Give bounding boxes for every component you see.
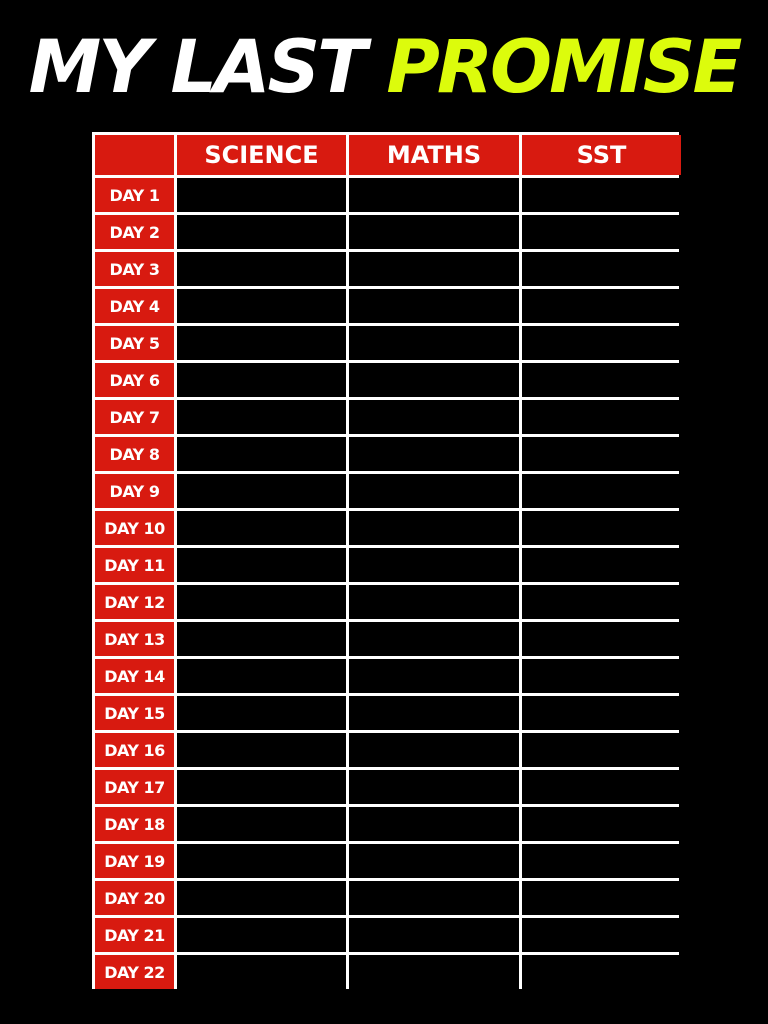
entry-cell-day-17-sst[interactable] (522, 770, 681, 804)
entry-cell-day-1-sst[interactable] (522, 178, 681, 212)
row-label-day-14: DAY 14 (95, 659, 174, 693)
entry-cell-day-21-sst[interactable] (522, 918, 681, 952)
row-label-day-6: DAY 6 (95, 363, 174, 397)
entry-cell-day-15-science[interactable] (177, 696, 346, 730)
row-label-day-13: DAY 13 (95, 622, 174, 656)
row-label-day-3: DAY 3 (95, 252, 174, 286)
row-label-day-16: DAY 16 (95, 733, 174, 767)
entry-cell-day-5-maths[interactable] (349, 326, 519, 360)
entry-cell-day-11-sst[interactable] (522, 548, 681, 582)
entry-cell-day-11-maths[interactable] (349, 548, 519, 582)
entry-cell-day-2-maths[interactable] (349, 215, 519, 249)
page-title (0, 22, 768, 114)
table-corner-cell (95, 135, 174, 175)
entry-cell-day-22-maths[interactable] (349, 955, 519, 989)
entry-cell-day-4-sst[interactable] (522, 289, 681, 323)
row-label-day-4: DAY 4 (95, 289, 174, 323)
entry-cell-day-8-sst[interactable] (522, 437, 681, 471)
entry-cell-day-15-maths[interactable] (349, 696, 519, 730)
entry-cell-day-4-maths[interactable] (349, 289, 519, 323)
title-word-promise: PROMISE (386, 25, 740, 110)
entry-cell-day-6-sst[interactable] (522, 363, 681, 397)
row-label-day-8: DAY 8 (95, 437, 174, 471)
entry-cell-day-14-maths[interactable] (349, 659, 519, 693)
title-word-my-last: MY LAST (28, 25, 364, 110)
row-label-day-19: DAY 19 (95, 844, 174, 878)
entry-cell-day-15-sst[interactable] (522, 696, 681, 730)
entry-cell-day-2-sst[interactable] (522, 215, 681, 249)
row-label-day-17: DAY 17 (95, 770, 174, 804)
row-label-day-12: DAY 12 (95, 585, 174, 619)
entry-cell-day-7-science[interactable] (177, 400, 346, 434)
row-label-day-1: DAY 1 (95, 178, 174, 212)
entry-cell-day-3-maths[interactable] (349, 252, 519, 286)
entry-cell-day-10-sst[interactable] (522, 511, 681, 545)
entry-cell-day-6-science[interactable] (177, 363, 346, 397)
entry-cell-day-7-maths[interactable] (349, 400, 519, 434)
entry-cell-day-12-maths[interactable] (349, 585, 519, 619)
entry-cell-day-7-sst[interactable] (522, 400, 681, 434)
entry-cell-day-13-science[interactable] (177, 622, 346, 656)
study-planner-table (92, 132, 679, 989)
entry-cell-day-18-maths[interactable] (349, 807, 519, 841)
entry-cell-day-18-sst[interactable] (522, 807, 681, 841)
entry-cell-day-19-maths[interactable] (349, 844, 519, 878)
entry-cell-day-5-sst[interactable] (522, 326, 681, 360)
entry-cell-day-17-maths[interactable] (349, 770, 519, 804)
row-label-day-7: DAY 7 (95, 400, 174, 434)
entry-cell-day-22-sst[interactable] (522, 955, 681, 989)
entry-cell-day-12-sst[interactable] (522, 585, 681, 619)
entry-cell-day-21-maths[interactable] (349, 918, 519, 952)
entry-cell-day-22-science[interactable] (177, 955, 346, 989)
entry-cell-day-13-maths[interactable] (349, 622, 519, 656)
entry-cell-day-9-sst[interactable] (522, 474, 681, 508)
entry-cell-day-16-maths[interactable] (349, 733, 519, 767)
entry-cell-day-16-sst[interactable] (522, 733, 681, 767)
row-label-day-18: DAY 18 (95, 807, 174, 841)
column-header-sst: SST (522, 135, 681, 175)
entry-cell-day-17-science[interactable] (177, 770, 346, 804)
entry-cell-day-19-sst[interactable] (522, 844, 681, 878)
entry-cell-day-19-science[interactable] (177, 844, 346, 878)
entry-cell-day-14-science[interactable] (177, 659, 346, 693)
row-label-day-5: DAY 5 (95, 326, 174, 360)
entry-cell-day-21-science[interactable] (177, 918, 346, 952)
column-header-science: SCIENCE (177, 135, 346, 175)
entry-cell-day-16-science[interactable] (177, 733, 346, 767)
entry-cell-day-12-science[interactable] (177, 585, 346, 619)
entry-cell-day-18-science[interactable] (177, 807, 346, 841)
entry-cell-day-5-science[interactable] (177, 326, 346, 360)
entry-cell-day-10-maths[interactable] (349, 511, 519, 545)
row-label-day-11: DAY 11 (95, 548, 174, 582)
entry-cell-day-20-maths[interactable] (349, 881, 519, 915)
entry-cell-day-1-maths[interactable] (349, 178, 519, 212)
entry-cell-day-4-science[interactable] (177, 289, 346, 323)
row-label-day-20: DAY 20 (95, 881, 174, 915)
entry-cell-day-9-science[interactable] (177, 474, 346, 508)
entry-cell-day-14-sst[interactable] (522, 659, 681, 693)
row-label-day-10: DAY 10 (95, 511, 174, 545)
entry-cell-day-20-sst[interactable] (522, 881, 681, 915)
row-label-day-9: DAY 9 (95, 474, 174, 508)
entry-cell-day-10-science[interactable] (177, 511, 346, 545)
entry-cell-day-20-science[interactable] (177, 881, 346, 915)
entry-cell-day-11-science[interactable] (177, 548, 346, 582)
column-header-maths: MATHS (349, 135, 519, 175)
entry-cell-day-13-sst[interactable] (522, 622, 681, 656)
entry-cell-day-3-science[interactable] (177, 252, 346, 286)
entry-cell-day-3-sst[interactable] (522, 252, 681, 286)
entry-cell-day-8-science[interactable] (177, 437, 346, 471)
entry-cell-day-2-science[interactable] (177, 215, 346, 249)
row-label-day-21: DAY 21 (95, 918, 174, 952)
entry-cell-day-8-maths[interactable] (349, 437, 519, 471)
entry-cell-day-6-maths[interactable] (349, 363, 519, 397)
row-label-day-2: DAY 2 (95, 215, 174, 249)
row-label-day-15: DAY 15 (95, 696, 174, 730)
row-label-day-22: DAY 22 (95, 955, 174, 989)
entry-cell-day-9-maths[interactable] (349, 474, 519, 508)
entry-cell-day-1-science[interactable] (177, 178, 346, 212)
